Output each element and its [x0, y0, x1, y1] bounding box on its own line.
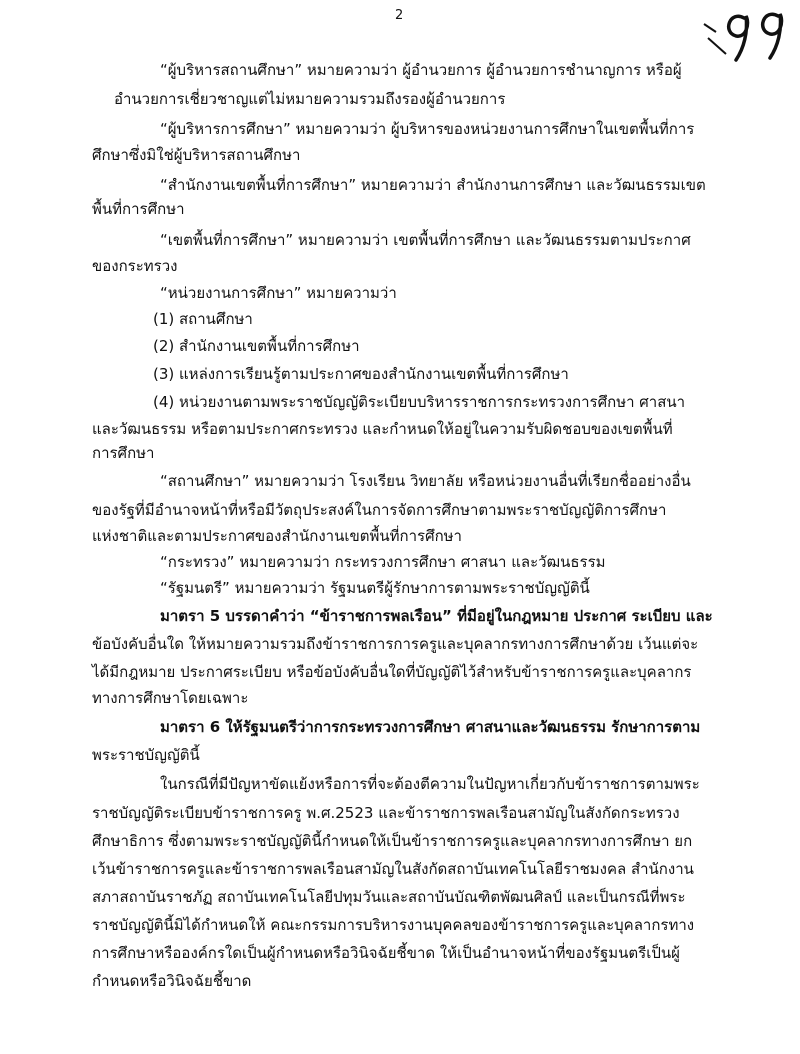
list-item: (3) แหล่งการเรียนรู้ตามประกาศของสำนักงานเขตพื้นที่การศึกษา	[153, 365, 569, 383]
text-line: พระราชบัญญัตินี้	[92, 746, 200, 764]
section-heading-5: มาตรา 5 บรรดาคำว่า “ข้าราชการพลเรือน” ที่มีอยู่ในกฎหมาย ประกาศ ระเบียบ และ	[160, 607, 713, 625]
list-item: (1) สถานศึกษา	[153, 310, 253, 328]
page-number: 2	[395, 8, 404, 23]
text-line: การศึกษา	[92, 444, 155, 462]
text-line: การศึกษาหรือองค์กรใดเป็นผู้กำหนดหรือวินิจฉัยชี้ขาด ให้เป็นอำนาจหน้าที่ของรัฐมนตรีเป็นผู้	[92, 944, 680, 962]
text-line: “สำนักงานเขตพื้นที่การศึกษา” หมายความว่า สำนักงานการศึกษา และวัฒนธรรมเขต	[160, 176, 706, 194]
text-line: อำนวยการเชี่ยวชาญแต่ไม่หมายความรวมถึงรองผู้อำนวยการ	[114, 90, 506, 108]
list-item: (4) หน่วยงานตามพระราชบัญญัติระเบียบบริหารราชการกระทรวงการศึกษา ศาสนา	[153, 393, 686, 411]
handwritten-annotation	[700, 2, 796, 72]
text-line: สภาสถาบันราชภัฏ สถาบันเทคโนโลยีปทุมวันและสถาบันบัณฑิตพัฒนศิลป์ และเป็นกรณีที่พระ	[92, 888, 686, 906]
text-line: ของรัฐที่มีอำนาจหน้าที่หรือมีวัตถุประสงค์ในการจัดการศึกษาตามพระราชบัญญัติการศึกษา	[92, 501, 667, 519]
text-line: ทางการศึกษาโดยเฉพาะ	[92, 689, 249, 707]
text-line: แห่งชาติและตามประกาศของสำนักงานเขตพื้นที่การศึกษา	[92, 527, 462, 545]
text-line: เว้นข้าราชการครูและข้าราชการพลเรือนสามัญในสังกัดสถาบันเทคโนโลยีราชมงคล สำนักงาน	[92, 860, 694, 878]
text-line: “ผู้บริหารการศึกษา” หมายความว่า ผู้บริหารของหน่วยงานการศึกษาในเขตพื้นที่การ	[160, 120, 695, 138]
list-item: (2) สำนักงานเขตพื้นที่การศึกษา	[153, 337, 360, 355]
text-line: ราชบัญญัติระเบียบข้าราชการครู พ.ศ.2523 และข้าราชการพลเรือนสามัญในสังกัดกระทรวง	[92, 804, 680, 822]
text-line: “ผู้บริหารสถานศึกษา” หมายความว่า ผู้อำนวยการ ผู้อำนวยการชำนาญการ หรือผู้	[160, 61, 682, 79]
text-line: “เขตพื้นที่การศึกษา” หมายความว่า เขตพื้นที่การศึกษา และวัฒนธรรมตามประกาศ	[160, 231, 691, 249]
text-line: กำหนดหรือวินิจฉัยชี้ขาด	[92, 972, 252, 990]
handwritten-99-icon	[700, 2, 796, 72]
text-line: ราชบัญญัตินี้มิได้กำหนดให้ คณะกรรมการบริหารงานบุคคลของข้าราชการครูและบุคลากรทาง	[92, 916, 695, 934]
text-line: ศึกษาซึ่งมิใช่ผู้บริหารสถานศึกษา	[92, 146, 301, 164]
section-heading-6: มาตรา 6 ให้รัฐมนตรีว่าการกระทรวงการศึกษา ศาสนาและวัฒนธรรม รักษาการตาม	[160, 718, 701, 736]
text-line: พื้นที่การศึกษา	[92, 200, 185, 218]
text-line: “รัฐมนตรี” หมายความว่า รัฐมนตรีผู้รักษาการตามพระราชบัญญัตินี้	[160, 579, 590, 597]
text-line: ข้อบังคับอื่นใด ให้หมายความรวมถึงข้าราชการการครูและบุคลากรทางการศึกษาด้วย เว้นแต่จะ	[92, 635, 699, 653]
text-line: ศึกษาธิการ ซึ่งตามพระราชบัญญัตินี้กำหนดให้เป็นข้าราชการครูและบุคลากรทางการศึกษา ยก	[92, 832, 693, 850]
text-line: ในกรณีที่มีปัญหาขัดแย้งหรือการที่จะต้องตีความในปัญหาเกี่ยวกับข้าราชการตามพระ	[160, 775, 700, 793]
text-line: ได้มีกฎหมาย ประกาศระเบียบ หรือข้อบังคับอื่นใดที่บัญญัติไว้สำหรับข้าราชการครูและบุคลากร	[92, 663, 692, 681]
text-line: ของกระทรวง	[92, 257, 178, 275]
text-line: “หน่วยงานการศึกษา” หมายความว่า	[160, 284, 397, 302]
text-line: และวัฒนธรรม หรือตามประกาศกระทรวง และกำหนดให้อยู่ในความรับผิดชอบของเขตพื้นที่	[92, 420, 673, 438]
text-line: “กระทรวง” หมายความว่า กระทรวงการศึกษา ศาสนา และวัฒนธรรม	[160, 553, 606, 571]
text-line: “สถานศึกษา” หมายความว่า โรงเรียน วิทยาลัย หรือหน่วยงานอื่นที่เรียกชื่ออย่างอื่น	[160, 472, 691, 490]
